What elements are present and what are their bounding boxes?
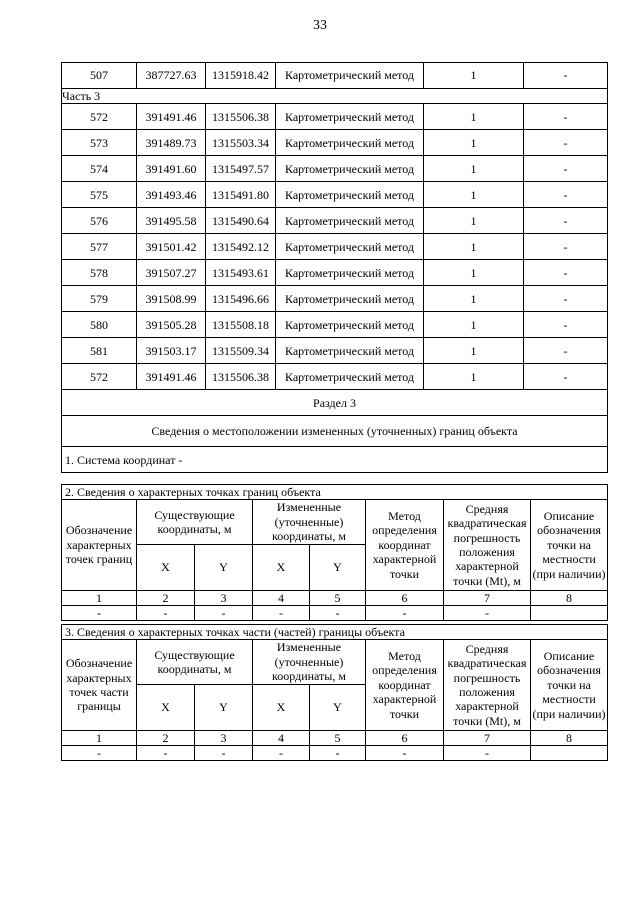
point-number: 574 [62,156,137,182]
y-coordinate: 1315492.12 [206,234,276,260]
col-desc-header: Описание обозначения точки на местности (при наличии) [531,500,608,590]
description: - [524,130,608,156]
table-row [62,182,608,208]
method: Картометрический метод [276,63,424,89]
empty-value: - [366,745,444,760]
point-number: 575 [62,182,137,208]
description: - [524,234,608,260]
y-coordinate: 1315497.57 [206,156,276,182]
method: Картометрический метод [276,286,424,312]
x-coordinate: 391491.60 [137,156,206,182]
column-number: 3 [195,590,253,605]
coordinate-system: 1. Система координат - [62,447,608,473]
column-number: 1 [62,590,137,605]
table-row [62,208,608,234]
point-number: 507 [62,63,137,89]
method: Картометрический метод [276,182,424,208]
method: Картометрический метод [276,260,424,286]
description: - [524,208,608,234]
empty-value: - [137,605,195,620]
column-number: 3 [195,730,253,745]
x-coordinate: 391491.46 [137,104,206,130]
description: - [524,104,608,130]
accuracy: 1 [424,364,524,390]
empty-value: - [444,745,531,760]
accuracy: 1 [424,104,524,130]
accuracy: 1 [424,63,524,89]
point-number: 572 [62,104,137,130]
column-number: 6 [366,590,444,605]
column-number: 7 [444,590,531,605]
description: - [524,260,608,286]
x-coordinate: 391507.27 [137,260,206,286]
col-existing-header: Существующие координаты, м [137,640,253,684]
accuracy: 1 [424,260,524,286]
point-number: 580 [62,312,137,338]
method: Картометрический метод [276,312,424,338]
y-coordinate: 1315509.34 [206,338,276,364]
col-x-header: X [253,544,310,590]
accuracy: 1 [424,286,524,312]
method: Картометрический метод [276,208,424,234]
y-coordinate: 1315491.80 [206,182,276,208]
column-number: 5 [310,730,366,745]
col-changed-header: Измененные (уточненные) координаты, м [253,500,366,544]
column-number: 7 [444,730,531,745]
table-row [62,156,608,182]
empty-value [531,605,608,620]
col-x-header: X [137,684,195,730]
description: - [524,63,608,89]
col-desc-header: Описание обозначения точки на местности (при наличии) [531,640,608,730]
y-coordinate: 1315918.42 [206,63,276,89]
empty-value: - [444,605,531,620]
part-label: Часть 3 [62,89,608,104]
point-number: 581 [62,338,137,364]
page-number: 33 [313,18,327,33]
x-coordinate: 391489.73 [137,130,206,156]
col-point-header: Обозначение характерных точек части границы [62,640,137,730]
accuracy: 1 [424,312,524,338]
col-y-header: Y [310,544,366,590]
empty-value: - [195,605,253,620]
col-y-header: Y [310,684,366,730]
x-coordinate: 391508.99 [137,286,206,312]
accuracy: 1 [424,208,524,234]
empty-value [531,745,608,760]
x-coordinate: 391503.17 [137,338,206,364]
col-method-header: Метод определения координат характерной точки [366,500,444,590]
x-coordinate: 391495.58 [137,208,206,234]
accuracy: 1 [424,182,524,208]
empty-value: - [253,605,310,620]
empty-value: - [137,745,195,760]
description: - [524,338,608,364]
point-number: 572 [62,364,137,390]
y-coordinate: 1315506.38 [206,364,276,390]
table-row [62,104,608,130]
point-number: 573 [62,130,137,156]
y-coordinate: 1315503.34 [206,130,276,156]
method: Картометрический метод [276,130,424,156]
x-coordinate: 387727.63 [137,63,206,89]
section-subtitle: Сведения о местоположении измененных (уточненных) границ объекта [62,416,608,447]
accuracy: 1 [424,234,524,260]
method: Картометрический метод [276,338,424,364]
empty-value: - [366,605,444,620]
coordinates-table [61,62,608,473]
table-row [62,312,608,338]
col-x-header: X [137,544,195,590]
column-number: 8 [531,730,608,745]
accuracy: 1 [424,338,524,364]
column-number: 4 [253,590,310,605]
description: - [524,182,608,208]
col-y-header: Y [195,544,253,590]
col-x-header: X [253,684,310,730]
col-accuracy-header: Средняя квадратическая погрешность положения характерной точки (Mt), м [444,640,531,730]
col-point-header: Обозначение характерных точек границ [62,500,137,590]
col-y-header: Y [195,684,253,730]
method: Картометрический метод [276,104,424,130]
description: - [524,364,608,390]
col-changed-header: Измененные (уточненные) координаты, м [253,640,366,684]
accuracy: 1 [424,156,524,182]
column-number: 2 [137,590,195,605]
y-coordinate: 1315508.18 [206,312,276,338]
table2-title: 2. Сведения о характерных точках границ объекта [62,485,608,500]
x-coordinate: 391493.46 [137,182,206,208]
col-accuracy-header: Средняя квадратическая погрешность положения характерной точки (Mt), м [444,500,531,590]
y-coordinate: 1315493.61 [206,260,276,286]
table-row [62,63,608,89]
empty-value: - [253,745,310,760]
column-number: 4 [253,730,310,745]
empty-value: - [62,745,137,760]
empty-value: - [62,605,137,620]
point-number: 576 [62,208,137,234]
point-number: 578 [62,260,137,286]
section-title: Раздел 3 [62,390,608,416]
x-coordinate: 391505.28 [137,312,206,338]
description: - [524,286,608,312]
column-number: 1 [62,730,137,745]
point-number: 577 [62,234,137,260]
table-row [62,338,608,364]
method: Картометрический метод [276,364,424,390]
column-number: 6 [366,730,444,745]
empty-value: - [310,605,366,620]
column-number: 5 [310,590,366,605]
accuracy: 1 [424,130,524,156]
y-coordinate: 1315506.38 [206,104,276,130]
column-number: 2 [137,730,195,745]
col-method-header: Метод определения координат характерной точки [366,640,444,730]
empty-value: - [195,745,253,760]
table-row [62,364,608,390]
point-number: 579 [62,286,137,312]
col-existing-header: Существующие координаты, м [137,500,253,544]
table-row [62,286,608,312]
description: - [524,156,608,182]
method: Картометрический метод [276,234,424,260]
column-number: 8 [531,590,608,605]
x-coordinate: 391501.42 [137,234,206,260]
method: Картометрический метод [276,156,424,182]
y-coordinate: 1315496.66 [206,286,276,312]
table-row [62,260,608,286]
empty-value: - [310,745,366,760]
table-row [62,130,608,156]
table3-title: 3. Сведения о характерных точках части (частей) границы объекта [62,625,608,640]
part-boundary-points-table [61,624,608,761]
boundary-points-table [61,484,608,621]
y-coordinate: 1315490.64 [206,208,276,234]
table-row [62,234,608,260]
x-coordinate: 391491.46 [137,364,206,390]
description: - [524,312,608,338]
